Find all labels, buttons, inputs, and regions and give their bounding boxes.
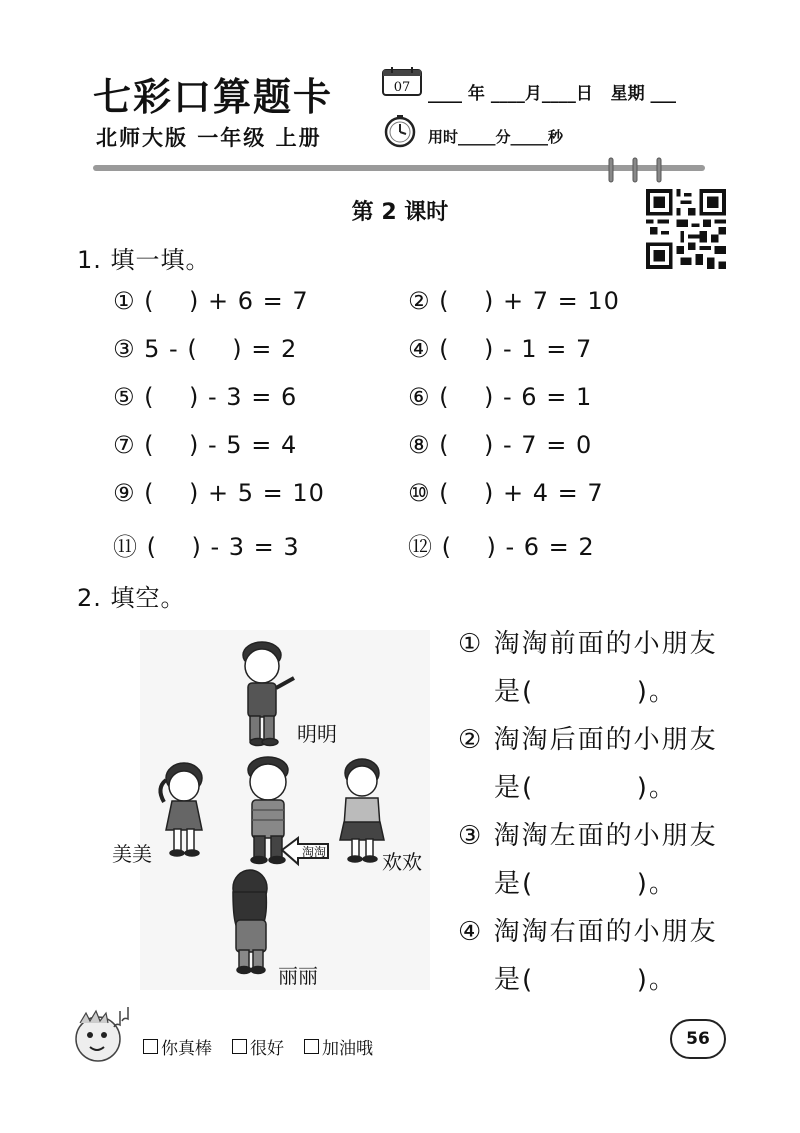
time-line: 用时_____分_____秒 [428,128,564,146]
question-line: ④ 淘淘右面的小朋友 [458,917,718,947]
checkbox[interactable] [232,1039,247,1054]
option-label: 很好 [250,1039,284,1059]
equation: ⑤ ( ) - 3 = 6 [113,383,298,411]
equation: ⑩ ( ) + 4 = 7 [408,479,604,507]
calendar-icon [382,66,422,96]
equation: ⑨ ( ) + 5 = 10 [113,479,325,507]
date-line: ____ 年 ____月____日 星期 ___ [428,84,677,104]
edition-label: 北师大版 一年级 上册 [96,126,322,150]
brand-title: 七彩口算题卡 [93,74,334,119]
equation: ⑪ ( ) - 3 = 3 [113,533,300,561]
section2-title: 2. 填空。 [77,584,186,612]
name-label-top: 明明 [297,722,337,746]
lesson-title: 第 2 课时 [351,200,449,225]
clock-icon [383,114,417,148]
option-label: 加油哦 [322,1039,373,1059]
name-label-bottom: 丽丽 [278,964,318,988]
answer-line: 是( )。 [494,965,677,995]
calendar-number: 07 [393,80,411,95]
children-illustration [140,630,430,990]
option-label: 你真棒 [161,1039,212,1059]
checkbox[interactable] [304,1039,319,1054]
name-label-left: 美美 [112,842,152,866]
arrow-sign-label: 淘淘 [301,845,327,859]
rating-option-good[interactable] [232,1034,284,1059]
equation: ② ( ) + 7 = 10 [408,287,620,315]
name-label-right: 欢欢 [382,850,422,874]
mascot-icon [68,1003,134,1067]
equation: ① ( ) + 6 = 7 [113,287,309,315]
rating-option-great[interactable] [143,1034,212,1059]
page-number: 56 [670,1019,726,1059]
equation: ⑧ ( ) - 7 = 0 [408,431,593,459]
answer-line: 是( )。 [494,869,677,899]
checkbox[interactable] [143,1039,158,1054]
rating-option-keep-going[interactable] [304,1034,373,1059]
qr-code-icon[interactable] [646,189,726,269]
equation: ⑥ ( ) - 6 = 1 [408,383,593,411]
binder-rings-icon [602,156,672,186]
question-line: ② 淘淘后面的小朋友 [458,725,718,755]
equation: ⑫ ( ) - 6 = 2 [408,533,595,561]
equation: ③ 5 - ( ) = 2 [113,335,298,363]
section1-title: 1. 填一填。 [77,246,211,274]
equation: ④ ( ) - 1 = 7 [408,335,593,363]
equation: ⑦ ( ) - 5 = 4 [113,431,298,459]
question-line: ① 淘淘前面的小朋友 [458,629,718,659]
answer-line: 是( )。 [494,677,677,707]
question-line: ③ 淘淘左面的小朋友 [458,821,718,851]
answer-line: 是( )。 [494,773,677,803]
